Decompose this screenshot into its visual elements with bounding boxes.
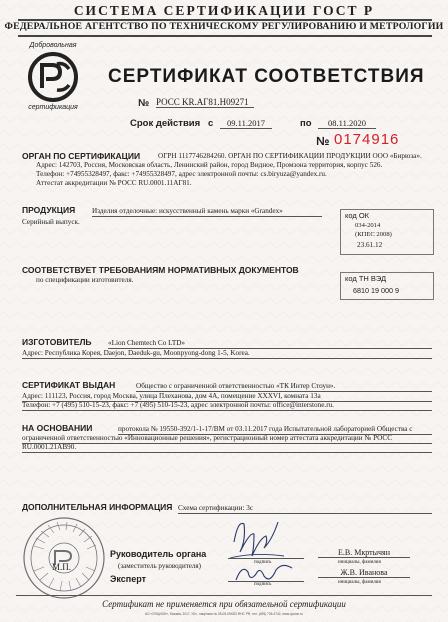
expert-label: Эксперт bbox=[110, 574, 147, 584]
issued-line-3: Телефон: +7 (495) 510-15-23, факс: +7 (495) 510-15-23, адрес электронной почты: office@interstone.ru. bbox=[22, 401, 432, 411]
validity-label: Срок действия bbox=[130, 118, 201, 129]
conformity-text: по спецификации изготовителя. bbox=[36, 276, 134, 284]
number-prefix: № bbox=[138, 98, 150, 109]
serial-prefix: № bbox=[316, 134, 330, 148]
certificate-title: СЕРТИФИКАТ СООТВЕТСТВИЯ bbox=[108, 66, 425, 87]
header-divider-2 bbox=[18, 35, 432, 37]
product-serial: Серийный выпуск. bbox=[22, 218, 80, 226]
agency-title: ФЕДЕРАЛЬНОЕ АГЕНТСТВО ПО ТЕХНИЧЕСКОМУ РЕГУЛИРОВАНИЮ И МЕТРОЛОГИИ bbox=[4, 21, 444, 32]
footer-print: АО «ОПЦИОН», Москва, 2017, «Б», лицензия № 05-05-09/003 ФНС РФ, тел. (495) 726-4742, www.opcion.ru bbox=[144, 612, 304, 616]
head-label: Руководитель органа bbox=[110, 549, 207, 559]
expert-name: Ж.В. Иванова bbox=[318, 568, 410, 578]
pc-mark-icon bbox=[28, 52, 78, 102]
validity-to: 08.11.2020 bbox=[318, 118, 376, 129]
basis-line-1: протокола № 19550-392/1-1-17/ВМ от 03.11.2017 года Испытательной лабораторией Общества с bbox=[118, 425, 432, 435]
basis-line-3: RU.0001.21АВ90. bbox=[22, 443, 432, 453]
head-name-caption: инициалы, фамилия bbox=[338, 560, 381, 565]
okpd-code-1: 034-2014 bbox=[355, 222, 381, 229]
validity-to-word: по bbox=[300, 118, 312, 129]
validity-from-word: с bbox=[208, 118, 214, 129]
okpd-code-box bbox=[340, 209, 434, 255]
stamp-label: М.П. bbox=[52, 562, 72, 572]
manufacturer-label: ИЗГОТОВИТЕЛЬ bbox=[22, 337, 92, 347]
gost-logo bbox=[22, 42, 84, 122]
product-text: Изделия отделочные: искусственный камень марки «Grandex» bbox=[92, 207, 322, 217]
basis-label: НА ОСНОВАНИИ bbox=[22, 423, 93, 433]
additional-label: ДОПОЛНИТЕЛЬНАЯ ИНФОРМАЦИЯ bbox=[22, 502, 173, 512]
footer-divider bbox=[16, 595, 432, 596]
head-name: Е.В. Мкртычян bbox=[318, 548, 410, 558]
head-sub-label: (заместитель руководителя) bbox=[118, 562, 201, 570]
expert-sign-caption: подпись bbox=[254, 582, 272, 587]
validity-from: 09.11.2017 bbox=[220, 118, 272, 129]
footer-note: Сертификат не применяется при обязательной сертификации bbox=[102, 599, 346, 609]
conformity-label: СООТВЕТСТВУЕТ ТРЕБОВАНИЯМ НОРМАТИВНЫХ ДОКУМЕНТОВ bbox=[22, 265, 299, 275]
head-sign-caption: подпись bbox=[254, 560, 272, 565]
issued-line-2: Адрес: 111123, Россия, город Москва, улица Плеханова, дом 4А, помещение XXXVI, комната 13а bbox=[22, 392, 432, 402]
tnved-code: 6810 19 000 9 bbox=[353, 286, 399, 295]
issued-label: СЕРТИФИКАТ ВЫДАН bbox=[22, 380, 116, 390]
additional-text: Схема сертификации: 3с bbox=[178, 504, 432, 514]
system-title: СИСТЕМА СЕРТИФИКАЦИИ ГОСТ Р bbox=[73, 3, 375, 18]
manufacturer-name: «Lion Chemtech Co LTD» bbox=[108, 339, 432, 349]
organ-label: ОРГАН ПО СЕРТИФИКАЦИИ bbox=[22, 151, 141, 161]
manufacturer-address: Адрес: Республика Корея, Daejon, Daeduk-gu, Moonpyong-dong 1-5, Korea. bbox=[22, 349, 432, 359]
logo-top-text: Добровольная bbox=[29, 42, 77, 49]
basis-line-2: ограниченной ответственностью «Инновационные решения», регистрационный номер аттестата аккредитации № РОСС bbox=[22, 434, 432, 444]
serial-number: 0174916 bbox=[334, 131, 400, 148]
okpd-code-label: код ОК bbox=[345, 211, 370, 220]
official-stamp-icon bbox=[22, 516, 106, 600]
tnved-code-box bbox=[340, 272, 434, 300]
organ-line-2: Адрес: 142703, Россия, Московская область, Ленинский район, город Видное, Промзона территория, корпус 526. bbox=[36, 161, 383, 169]
organ-line-1: ОГРН 1117746284260. ОРГАН ПО СЕРТИФИКАЦИИ ПРОДУКЦИИ ООО «Бирюза». bbox=[158, 152, 422, 160]
okpd-code-2: (КПЕС 2008) bbox=[355, 231, 392, 238]
expert-signature-icon bbox=[230, 558, 300, 590]
organ-line-3: Телефон: +74955328497, факс: +74955328497, адрес электронной почты: cs.biryuza@yandex.ru. bbox=[36, 170, 327, 178]
organ-line-4: Аттестат аккредитации № РОСС RU.0001.11АГ81. bbox=[36, 179, 192, 187]
tnved-code-label: код ТН ВЭД bbox=[345, 274, 387, 283]
issued-line-1: Общество с ограниченной ответственностью «ТК Интер Стоун». bbox=[136, 382, 432, 392]
product-label: ПРОДУКЦИЯ bbox=[22, 205, 76, 215]
certificate-number: РОСС KR.АГ81.H09271 bbox=[156, 97, 254, 108]
okpd-code-3: 23.61.12 bbox=[357, 241, 383, 249]
expert-name-caption: инициалы, фамилия bbox=[338, 580, 381, 585]
logo-bottom-text: сертификация bbox=[28, 104, 78, 111]
